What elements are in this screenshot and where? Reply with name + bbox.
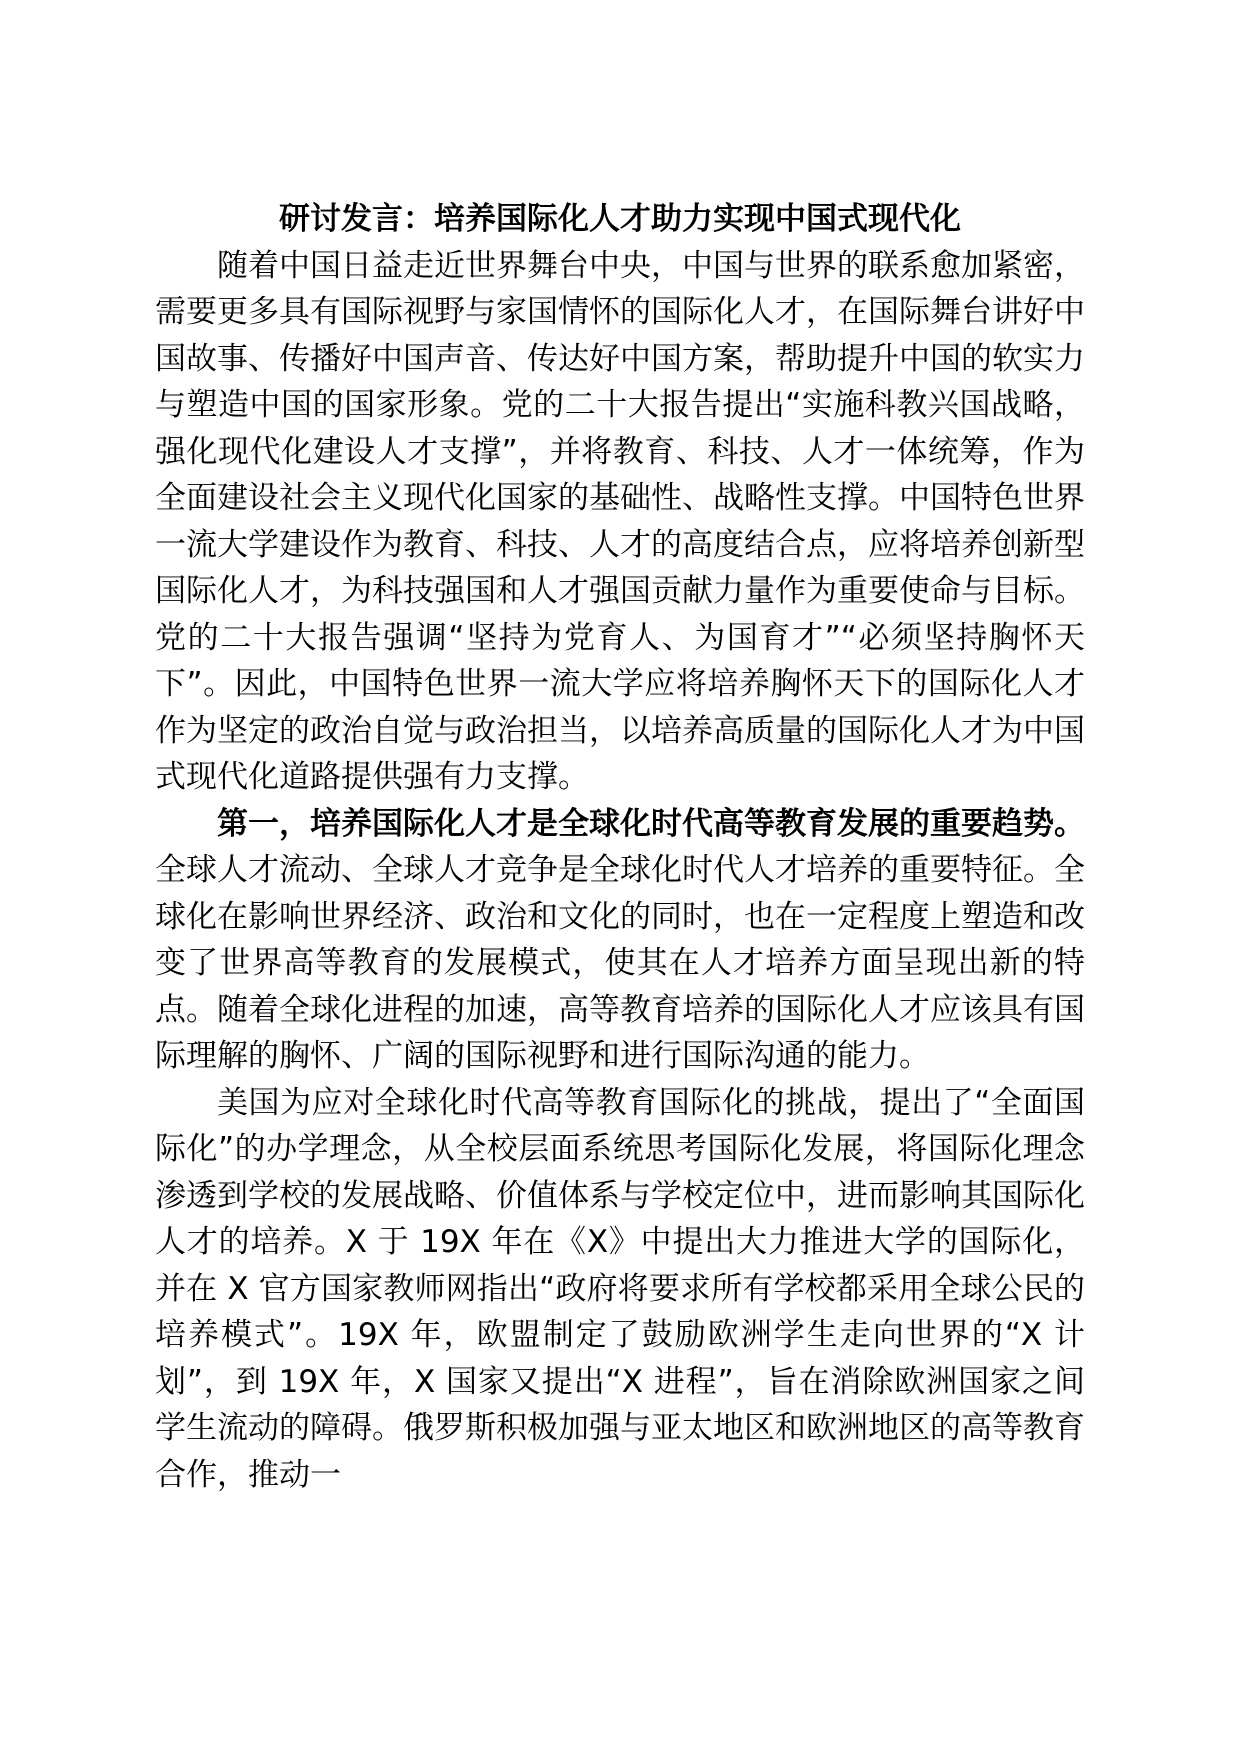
paragraph-point-one-lead: 第一，培养国际化人才是全球化时代高等教育发展的重要趋势。 (217, 805, 1085, 842)
paragraph-intro-text: 随着中国日益走近世界舞台中央，中国与世界的联系愈加紧密，需要更多具有国际视野与家国情怀的国际化人才，在国际舞台讲好中国故事、传播好中国声音、传达好中国方案，帮助提升中国的软实力与塑造中国的国家形象。党的二十大报告提出“实施科教兴国战略，强化现代化建设人才支撑”，并将教育、科技、人才一体统筹，作为全面建设社会主义现代化国家的基础性、战略性支撑。中国特色世界一流大学建设作为教育、科技、人才的高度结合点，应将培养创新型国际化人才，为科技强国和人才强国贡献力量作为重要使命与目标。党的二十大报告强调“坚持为党育人、为国育才”“必须坚持胸怀天下”。因此，中国特色世界一流大学应将培养胸怀天下的国际化人才作为坚定的政治自觉与政治担当，以培养高质量的国际化人才为中国式现代化道路提供强有力支撑。 (155, 247, 1085, 795)
document-title: 研讨发言：培养国际化人才助力实现中国式现代化 (279, 201, 961, 237)
paragraph-international-examples-text: 美国为应对全球化时代高等教育国际化的挑战，提出了“全面国际化”的办学理念，从全校层面系统思考国际化发展，将国际化理念渗透到学校的发展战略、价值体系与学校定位中，进而影响其国际化人才的培养。X 于 19X 年在《X》中提出大力推进大学的国际化，并在 X 官方国家教师网指出“政府将要求所有学校都采用全球公民的培养模式”。19X 年，欧盟制定了鼓励欧洲学生走向世界的“X 计划”，到 19X 年，X 国家又提出“X 进程”，旨在消除欧洲国家之间学生流动的障碍。俄罗斯积极加强与亚太地区和欧洲地区的高等教育合作，推动一 (155, 1084, 1085, 1493)
paragraph-international-examples (155, 1080, 1085, 1499)
paragraph-point-one-text: 全球人才流动、全球人才竞争是全球化时代人才培养的重要特征。全球化在影响世界经济、政治和文化的同时，也在一定程度上塑造和改变了世界高等教育的发展模式，使其在人才培养方面呈现出新的特点。随着全球化进程的加速，高等教育培养的国际化人才应该具有国际理解的胸怀、广阔的国际视野和进行国际沟通的能力。 (155, 852, 1085, 1074)
paragraph-point-one (155, 801, 1085, 1080)
document-body (155, 196, 1085, 1498)
paragraph-intro (155, 243, 1085, 801)
